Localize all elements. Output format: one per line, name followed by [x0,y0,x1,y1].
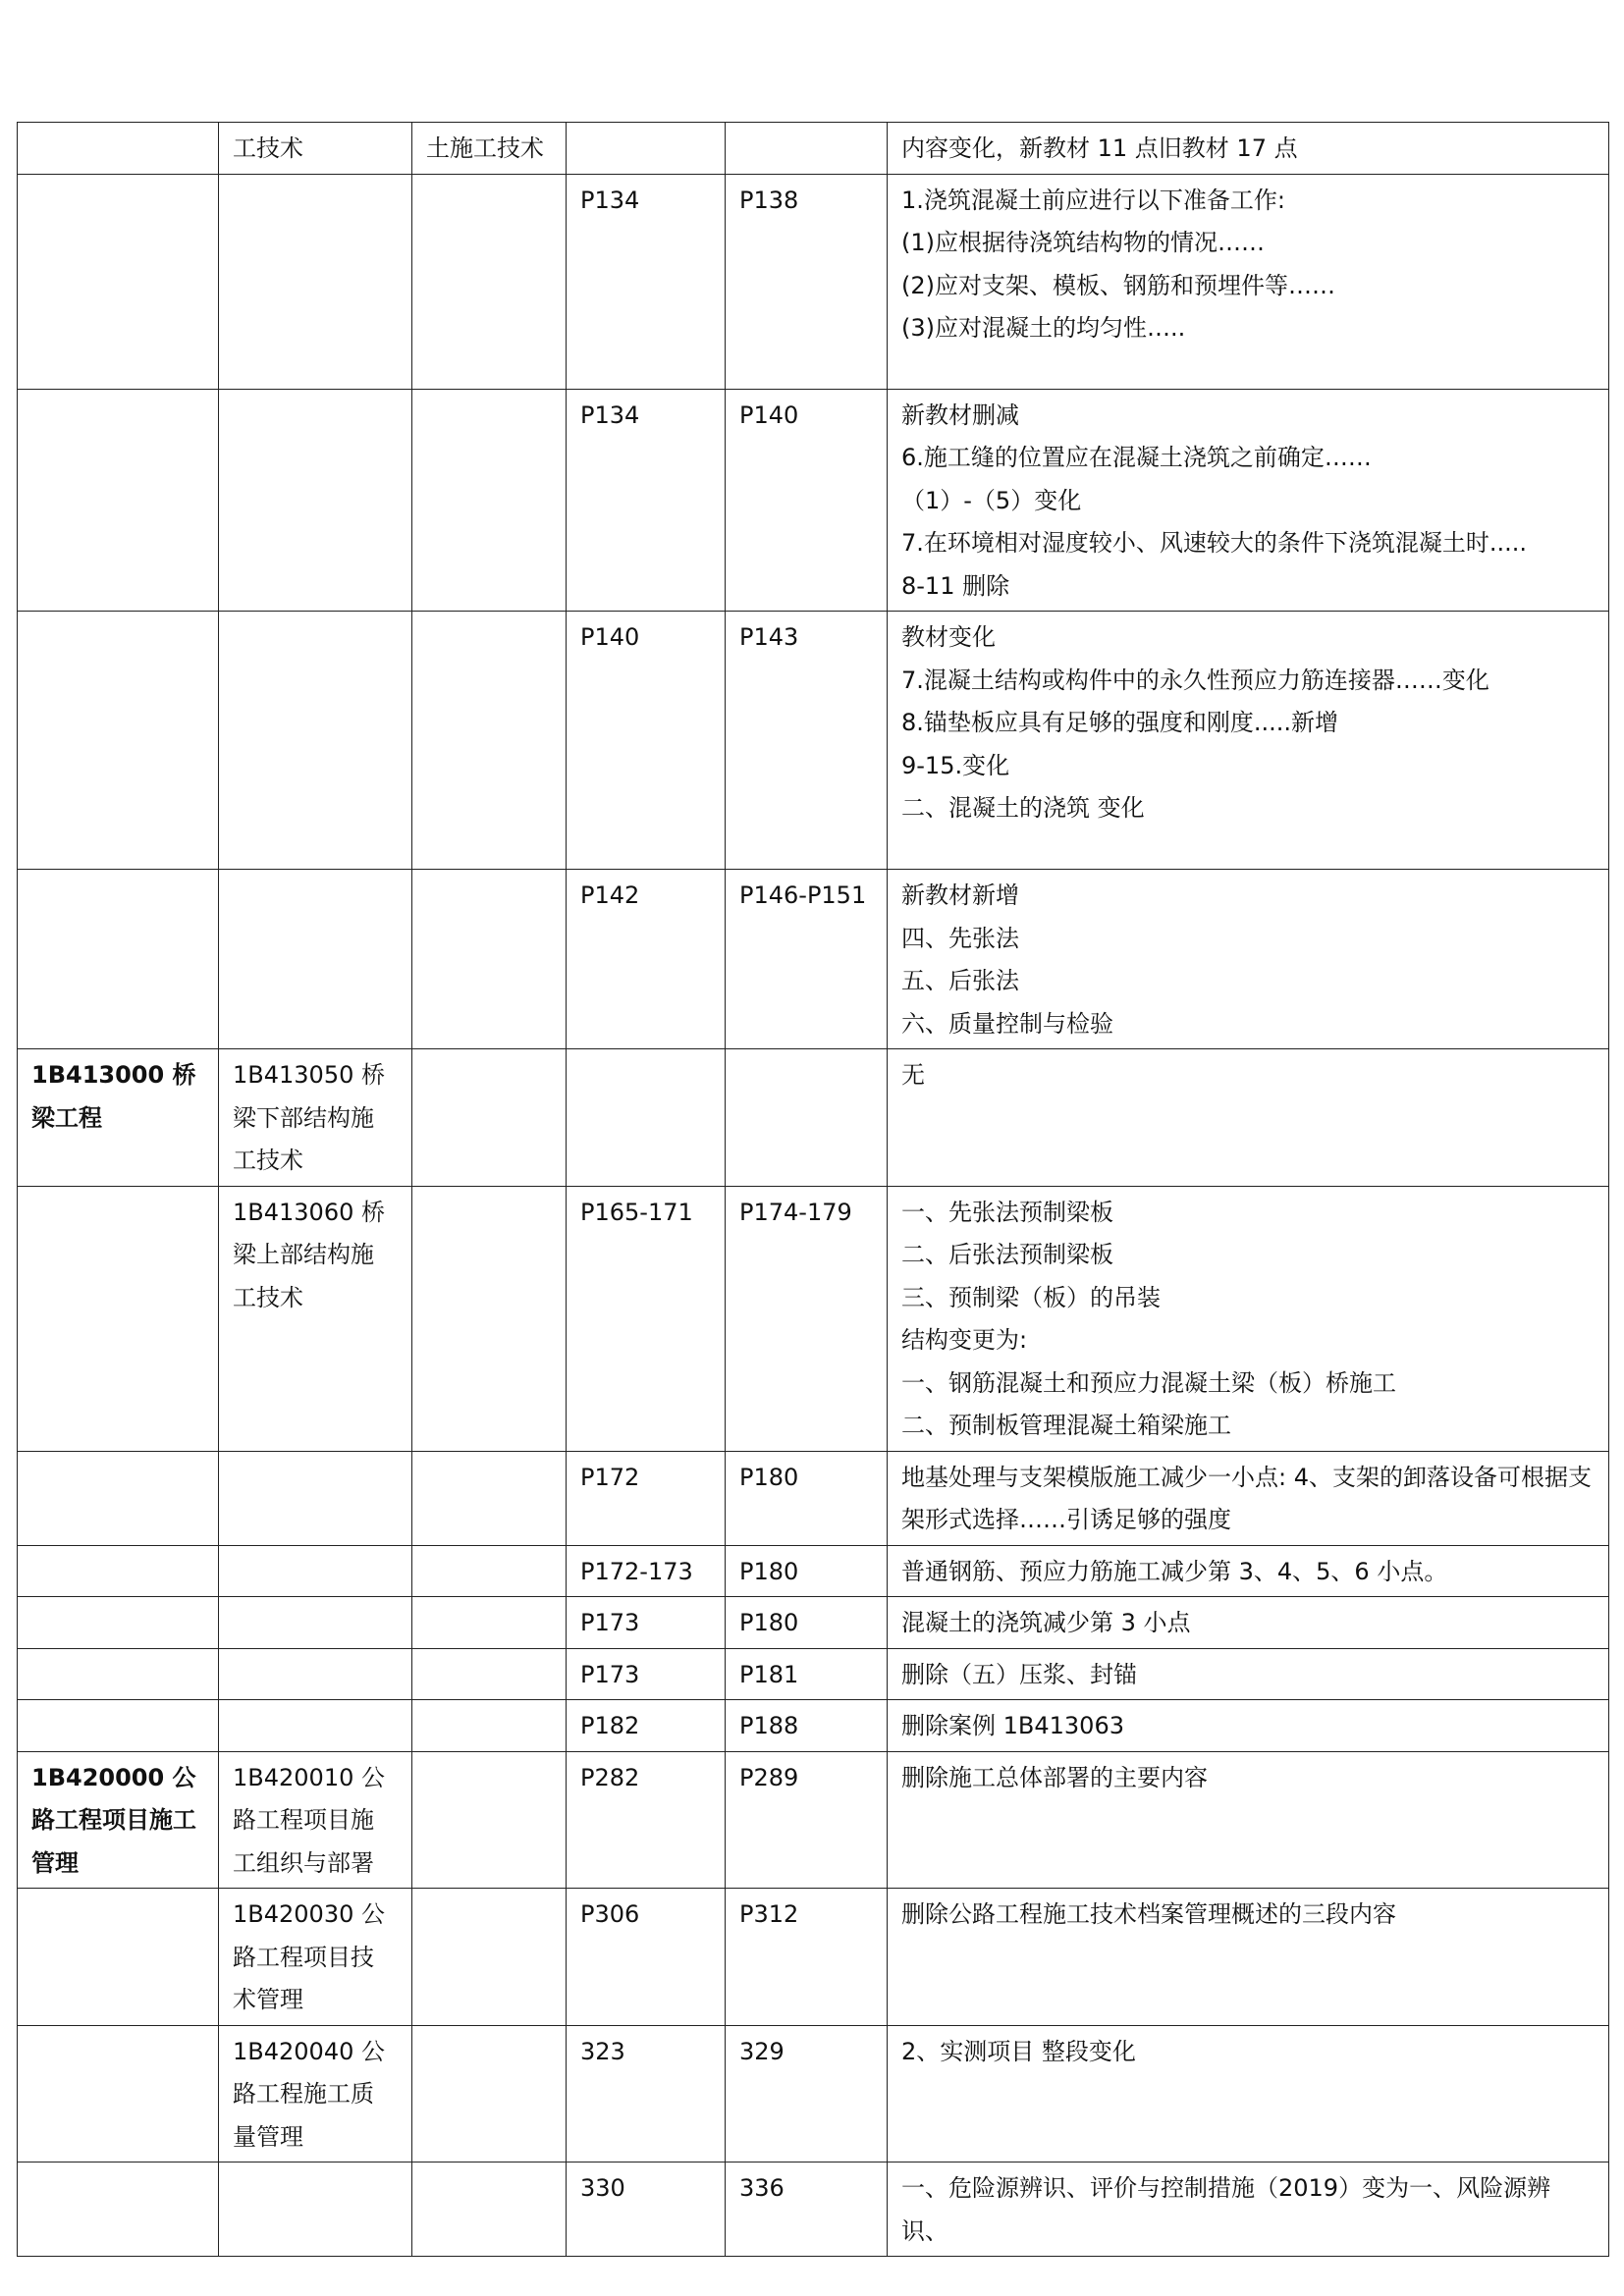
old-page-text: P282 [580,1763,640,1791]
new-page-cell [726,2163,888,2257]
table-row [18,123,1609,175]
change-note-line: 六、质量控制与检验 [901,1009,1113,1038]
change-note-cell [888,2025,1609,2163]
table-row [18,2163,1609,2257]
new-page-text: P138 [739,186,799,214]
change-note-line: 结构变更为: [901,1326,1028,1354]
change-note-line: 四、先张法 [901,924,1019,952]
new-page-text: P181 [739,1660,799,1688]
new-page-cell [726,123,888,175]
table-row [18,1451,1609,1545]
topic-cell [412,1648,567,1700]
old-page-cell [567,2163,726,2257]
subsection-cell [219,1597,412,1649]
old-page-cell [567,1597,726,1649]
old-page-cell [567,389,726,612]
change-note-line: 混凝土的浇筑减少第 3 小点 [901,1609,1191,1636]
old-page-text: P173 [580,1660,640,1688]
new-page-text: P174-179 [739,1198,852,1226]
change-note-line: 教材变化 [901,623,996,651]
change-note-line: 二、预制板管理混凝土箱梁施工 [901,1412,1231,1439]
subsection-line: 工技术 [233,134,303,162]
topic-cell [412,1597,567,1649]
subsection-line: 工技术 [233,1283,303,1311]
old-page-cell [567,1049,726,1187]
section-cell [18,1545,219,1597]
change-note-cell [888,2163,1609,2257]
table-row [18,1545,1609,1597]
new-page-cell [726,870,888,1049]
change-note-cell [888,1186,1609,1451]
new-page-text: 329 [739,2037,785,2065]
change-note-line: 新教材删减 [901,400,1019,429]
subsection-cell [219,612,412,870]
subsection-cell [219,1700,412,1752]
subsection-cell [219,1751,412,1889]
new-page-cell [726,1451,888,1545]
section-text: 1B420000 公路工程项目施工管理 [31,1763,196,1877]
subsection-cell [219,389,412,612]
change-note-line: (2)应对支架、模板、钢筋和预埋件等…… [901,271,1335,299]
topic-cell [412,1545,567,1597]
section-cell [18,1451,219,1545]
change-note-line: (1)应根据待浇筑结构物的情况…… [901,229,1265,256]
section-cell [18,1889,219,2026]
old-page-text: 330 [580,2174,625,2202]
old-page-cell [567,1545,726,1597]
old-page-text: P182 [580,1712,640,1739]
old-page-cell [567,612,726,870]
new-page-text: 336 [739,2174,785,2202]
change-note-line: 新教材新增 [901,881,1019,909]
change-note-line: 1.浇筑混凝土前应进行以下准备工作: [901,186,1285,214]
new-page-cell [726,1648,888,1700]
change-note-cell [888,1648,1609,1700]
change-note-line: 删除（五）压浆、封锚 [901,1660,1137,1688]
subsection-line: 1B420010 公 [233,1763,385,1791]
old-page-text: P140 [580,623,640,651]
change-note-cell [888,123,1609,175]
subsection-cell [219,870,412,1049]
subsection-line: 术管理 [233,1986,303,2013]
new-page-cell [726,612,888,870]
change-note-line: 9-15.变化 [901,751,1010,779]
old-page-text: P142 [580,881,640,909]
subsection-cell [219,123,412,175]
subsection-cell [219,1049,412,1187]
section-cell [18,2025,219,2163]
change-note-cell [888,389,1609,612]
subsection-cell [219,174,412,389]
change-note-line: 6.施工缝的位置应在混凝土浇筑之前确定…… [901,444,1372,471]
subsection-line: 1B420030 公 [233,1900,385,1928]
subsection-line: 路工程施工质 [233,2080,374,2108]
subsection-line: 梁下部结构施 [233,1103,374,1132]
change-note-line: 8.锚垫板应具有足够的强度和刚度.....新增 [901,709,1339,736]
topic-cell [412,612,567,870]
change-note-line: (3)应对混凝土的均匀性….. [901,314,1186,342]
change-note-line: （1）-（5）变化 [901,486,1082,514]
subsection-line: 梁上部结构施 [233,1241,374,1268]
old-page-text: P134 [580,400,640,429]
new-page-cell [726,174,888,389]
old-page-cell [567,174,726,389]
document-page [17,122,1608,2257]
change-note-line: 8-11 删除 [901,571,1010,600]
new-page-cell [726,1751,888,1889]
subsection-cell [219,1648,412,1700]
new-page-cell [726,1700,888,1752]
table-row [18,1597,1609,1649]
old-page-cell [567,1186,726,1451]
table-row [18,870,1609,1049]
topic-cell [412,123,567,175]
change-note-cell [888,1545,1609,1597]
topic-cell [412,2025,567,2163]
topic-cell [412,1700,567,1752]
table-row [18,389,1609,612]
section-cell [18,1186,219,1451]
section-cell [18,870,219,1049]
subsection-line: 1B413050 桥 [233,1061,385,1089]
new-page-cell [726,1186,888,1451]
table-row [18,612,1609,870]
subsection-line: 工技术 [233,1147,303,1174]
old-page-text: P134 [580,186,640,214]
old-page-cell [567,1751,726,1889]
new-page-cell [726,2025,888,2163]
change-note-line: 删除施工总体部署的主要内容 [901,1763,1208,1791]
old-page-cell [567,123,726,175]
old-page-text: P172 [580,1463,640,1491]
topic-cell [412,389,567,612]
change-note-line: 三、预制梁（板）的吊装 [901,1283,1161,1311]
table-row [18,1648,1609,1700]
section-text: 1B413000 桥梁工程 [31,1061,196,1132]
subsection-line: 路工程项目技 [233,1943,374,1971]
change-note-line: 一、先张法预制梁板 [901,1198,1113,1226]
table-body [18,123,1609,2257]
new-page-text: P146-P151 [739,881,867,909]
change-note-line: 7.混凝土结构或构件中的永久性预应力筋连接器……变化 [901,666,1489,694]
subsection-cell [219,1889,412,2026]
new-page-text: P188 [739,1712,799,1739]
new-page-text: P180 [739,1463,799,1491]
old-page-cell [567,1451,726,1545]
change-note-cell [888,1889,1609,2026]
section-cell [18,612,219,870]
subsection-line: 工组织与部署 [233,1848,374,1877]
change-note-line: 删除案例 1B413063 [901,1712,1124,1739]
subsection-line: 1B420040 公 [233,2037,385,2065]
topic-cell [412,1889,567,2026]
topic-cell [412,1186,567,1451]
new-page-text: P289 [739,1763,799,1791]
new-page-cell [726,1597,888,1649]
subsection-cell [219,1186,412,1451]
change-note-line: 删除公路工程施工技术档案管理概述的三段内容 [901,1900,1396,1928]
new-page-text: P312 [739,1900,799,1928]
old-page-cell [567,1700,726,1752]
table-row [18,174,1609,389]
old-page-cell [567,2025,726,2163]
section-cell [18,1648,219,1700]
change-note-line: 五、后张法 [901,967,1019,994]
subsection-cell [219,1545,412,1597]
new-page-cell [726,389,888,612]
table-row [18,2025,1609,2163]
new-page-text: P140 [739,400,799,429]
section-cell [18,2163,219,2257]
change-note-line: 二、混凝土的浇筑 变化 [901,794,1145,822]
old-page-cell [567,870,726,1049]
change-note-line: 一、危险源辨识、评价与控制措施（2019）变为一、风险源辨识、 [901,2174,1551,2245]
old-page-text: P172-173 [580,1557,693,1585]
old-page-text: P173 [580,1609,640,1636]
section-cell [18,1597,219,1649]
change-note-line: 一、钢筋混凝土和预应力混凝土梁（板）桥施工 [901,1368,1396,1397]
change-note-cell [888,870,1609,1049]
change-note-cell [888,174,1609,389]
topic-cell [412,1751,567,1889]
topic-cell [412,870,567,1049]
change-note-cell [888,612,1609,870]
subsection-line: 路工程项目施 [233,1806,374,1834]
change-note-line: 2、实测项目 整段变化 [901,2037,1136,2065]
subsection-cell [219,1451,412,1545]
change-note-line: 无 [901,1061,925,1089]
subsection-cell [219,2163,412,2257]
textbook-changes-table [17,122,1609,2257]
topic-cell [412,1049,567,1187]
change-note-cell [888,1700,1609,1752]
section-cell [18,1049,219,1187]
old-page-text: P306 [580,1900,640,1928]
section-cell [18,174,219,389]
subsection-cell [219,2025,412,2163]
subsection-line: 1B413060 桥 [233,1198,385,1226]
old-page-text: 323 [580,2037,625,2065]
old-page-cell [567,1648,726,1700]
old-page-cell [567,1889,726,2026]
change-note-cell [888,1049,1609,1187]
new-page-text: P180 [739,1557,799,1585]
change-note-cell [888,1751,1609,1889]
table-row [18,1186,1609,1451]
change-note-line: 内容变化，新教材 11 点旧教材 17 点 [901,134,1298,162]
change-note-cell [888,1451,1609,1545]
change-note-line: 普通钢筋、预应力筋施工减少第 3、4、5、6 小点。 [901,1557,1448,1585]
new-page-cell [726,1049,888,1187]
section-cell [18,1751,219,1889]
new-page-text: P143 [739,623,799,651]
table-row [18,1049,1609,1187]
section-cell [18,1700,219,1752]
section-cell [18,123,219,175]
table-row [18,1700,1609,1752]
change-note-line: 地基处理与支架模版施工减少一小点: 4、支架的卸落设备可根据支架形式选择……引诱足够的强度 [901,1463,1592,1533]
change-note-line: 二、后张法预制梁板 [901,1241,1113,1268]
new-page-cell [726,1545,888,1597]
table-row [18,1889,1609,2026]
change-note-line: 7.在环境相对湿度较小、风速较大的条件下浇筑混凝土时..... [901,529,1528,557]
topic-cell [412,2163,567,2257]
topic-cell [412,1451,567,1545]
subsection-line: 量管理 [233,2122,303,2151]
section-cell [18,389,219,612]
topic-cell [412,174,567,389]
new-page-text: P180 [739,1609,799,1636]
topic-line: 土施工技术 [426,134,544,162]
table-row [18,1751,1609,1889]
change-note-cell [888,1597,1609,1649]
old-page-text: P165-171 [580,1198,693,1226]
new-page-cell [726,1889,888,2026]
